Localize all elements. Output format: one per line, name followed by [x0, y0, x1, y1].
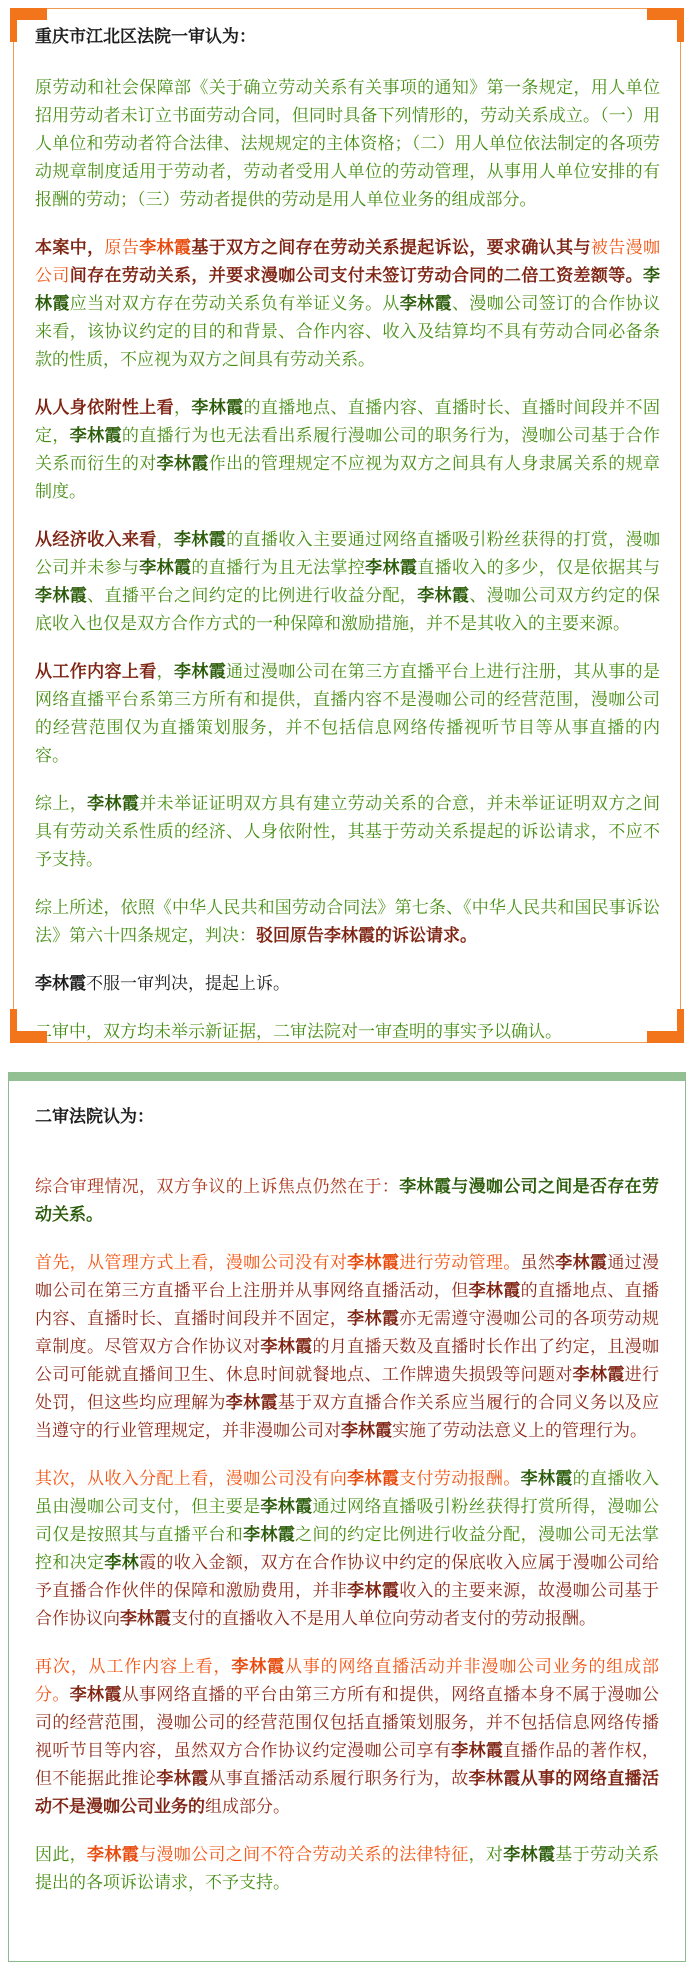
- paragraph: [35, 1653, 659, 1821]
- text-run: 之间的约定比例进行收益分配，漫咖公司无法掌控和决定: [35, 1525, 660, 1572]
- text-run: 李林霞: [139, 238, 192, 257]
- text-run: 因此，: [35, 1845, 88, 1864]
- text-run: 李林霞: [139, 558, 192, 577]
- text-run: 李林霞: [69, 1685, 122, 1704]
- text-run: 李林霞: [260, 1337, 313, 1356]
- text-run: 收入的主要来源，故漫咖公司基于合作协议向: [35, 1581, 660, 1628]
- text-run: 李林霞: [451, 1741, 504, 1760]
- text-run: 李林霞: [468, 1281, 521, 1300]
- text-run: 驳回原告李林霞的诉讼请求。: [256, 926, 477, 945]
- corner-mark-top-right-icon: [647, 8, 684, 42]
- text-run: 通过漫咖公司在第三方直播平台上进行注册，其从事的是网络直播平台系第三方所有和提供，直播内容不是漫咖公司的经营范围，漫咖公司的经营范围仅为直播策划服务，并不包括信息网络传播视听节目等从事直播的内容。: [35, 662, 661, 765]
- paragraph: [35, 1841, 659, 1897]
- paragraph: [35, 1018, 660, 1046]
- text-run: 支付的直播收入不是用人单位向劳动者支付的劳动报酬。: [171, 1609, 596, 1628]
- text-run: 的月直播天数及直播时长作出了约定，且漫咖公司可能就直播间卫生、休息时间就餐地点、工作牌遗失损毁等问题对: [35, 1337, 660, 1384]
- text-run: 综上，: [35, 794, 88, 813]
- text-run: 二审中，双方均未举示新证据，二审法院对一审查明的事实予以确认。: [35, 1022, 562, 1041]
- corner-mark-top-left-icon: [10, 8, 47, 42]
- text-run: 其次，从收入分配上看，漫咖公司没有向: [35, 1469, 348, 1488]
- text-run: 李林霞: [173, 530, 227, 549]
- text-run: 从人身依附性上看: [35, 398, 174, 417]
- text-run: 通过漫咖公司在第三方直播平台上注册并从事网络直播活动，但: [35, 1253, 660, 1300]
- text-run: 李林霞: [503, 1845, 556, 1864]
- corner-mark-bottom-right-icon: [647, 1009, 684, 1043]
- text-run: 应当对双方存在劳动关系负有举证义务。从: [69, 294, 400, 313]
- text-run: 李林霞: [120, 1609, 171, 1628]
- text-run: 李林霞与漫咖公司之间是否存在劳动关系。: [35, 1177, 660, 1224]
- text-run: 的直播收入主要通过网络直播吸引粉丝获得的打赏，漫咖公司并未参与: [35, 530, 661, 577]
- text-run: ，: [156, 662, 174, 681]
- text-run: 的直播行为且无法掌控: [191, 558, 366, 577]
- text-run: 的直播地点、直播内容、直播时长、直播时间段并不固定，: [35, 1281, 660, 1328]
- text-run: ，: [173, 398, 192, 417]
- text-run: 李林霞: [35, 586, 88, 605]
- second-instance-title: 二审法院认为：: [35, 1107, 154, 1126]
- text-run: 基于劳动关系提出的各项诉讼请求，不予支持。: [35, 1845, 660, 1892]
- first-instance-opinion-box: [13, 8, 681, 1043]
- text-run: 李林霞: [341, 1421, 392, 1440]
- text-run: 李林: [104, 1553, 140, 1572]
- text-run: 从事网络直播的平台由第三方所有和提供，网络直播本身不属于漫咖公司的经营范围，漫咖公司的经营范围仅包括直播策划服务，并不包括信息网络传播视听节目等内容，虽然双方合作协议约定漫咖公司享有: [35, 1685, 660, 1760]
- text-run: 通过网络直播吸引粉丝获得打赏所得，漫咖公司仅是按照其与直播平台和: [35, 1497, 660, 1544]
- text-run: 从事的网络直播活动并非漫咖公司业务的组成部分。: [35, 1657, 660, 1704]
- text-run: 再次，从工作内容上看，: [35, 1657, 232, 1676]
- first-instance-body: [35, 74, 660, 1046]
- text-run: 李林霞: [347, 1581, 400, 1600]
- text-run: 虽然: [520, 1253, 556, 1272]
- paragraph: [35, 74, 660, 214]
- text-run: 从经济收入来看: [35, 530, 157, 549]
- text-run: 支付劳动报酬。: [399, 1469, 521, 1488]
- paragraph: [35, 1249, 659, 1445]
- text-run: 李林霞: [417, 586, 470, 605]
- text-run: 李林霞: [69, 426, 122, 445]
- paragraph: [35, 526, 660, 638]
- text-run: 基于双方直播合作关系应当履行的合同义务以及应当遵守的行业管理规定，并非漫咖公司对: [35, 1393, 660, 1440]
- paragraph: [35, 970, 660, 998]
- text-run: 的直播收入虽由漫咖公司支付，但主要是: [35, 1469, 660, 1516]
- text-run: 被告漫咖公司: [35, 238, 661, 285]
- paragraph: [35, 234, 660, 374]
- text-run: 李林霞: [191, 398, 244, 417]
- text-run: 、漫咖公司签订的合作协议来看，该协议约定的目的和背景、合作内容、收入及结算均不具有劳动合同必备条款的性质，不应视为双方之间具有劳动关系。: [35, 294, 661, 369]
- text-run: 、漫咖公司双方约定的保底收入也仅是双方合作方式的一种保障和激励措施，并不是其收入的主要来源。: [35, 586, 661, 633]
- text-run: 实施了劳动法意义上的管理行为。: [392, 1421, 647, 1440]
- text-run: 李林霞: [225, 1393, 278, 1412]
- text-run: 李林霞: [365, 558, 418, 577]
- text-run: 李林霞: [243, 1525, 296, 1544]
- text-run: ，对: [468, 1845, 504, 1864]
- text-run: 进行处罚，但这些均应理解为: [35, 1365, 660, 1412]
- text-run: 李林霞从事的网络直播活动不是漫咖公司业务的: [35, 1769, 660, 1816]
- second-instance-opinion-box: [8, 1072, 686, 1962]
- second-instance-body: [35, 1173, 659, 1897]
- text-run: 基于双方之间存在劳动关系提起诉讼，要求确认其与: [191, 238, 591, 257]
- text-run: 进行劳动管理。: [399, 1253, 521, 1272]
- text-run: 李林霞: [35, 974, 86, 993]
- paragraph: [35, 394, 660, 506]
- text-run: 李林霞: [347, 1469, 400, 1488]
- text-run: 原劳动和社会保障部《关于确立劳动关系有关事项的通知》第一条规定，用人单位招用劳动者未订立书面劳动合同，但同时具备下列情形的，劳动关系成立。（一）用人单位和劳动者符合法律、法规规定的主体资格；（二）用人单位依法制定的各项劳动规章制度适用于劳动者，劳动者受用人单位的劳动管理，从事用人单位安排的有报酬的劳动；（三）劳动者提供的劳动是用人单位业务的组成部分。: [35, 78, 660, 209]
- paragraph: [35, 894, 660, 950]
- text-run: 李林霞: [347, 1253, 400, 1272]
- first-instance-title: 重庆市江北区法院一审认为：: [35, 27, 256, 46]
- text-run: 本案中，: [35, 238, 105, 257]
- text-run: ，: [156, 530, 174, 549]
- text-run: 直播作品的著作权，但不能据此推论: [35, 1741, 660, 1788]
- text-run: 李林霞: [87, 1845, 140, 1864]
- paragraph: [35, 658, 660, 770]
- text-run: 李林霞: [260, 1497, 313, 1516]
- text-run: 李林霞: [35, 266, 661, 313]
- text-run: 李林霞: [156, 1769, 209, 1788]
- paragraph: [35, 790, 660, 874]
- text-run: 组成部分。: [205, 1797, 290, 1816]
- text-run: 直播收入的多少，仅是依据其与: [417, 558, 661, 577]
- text-run: 与漫咖公司之间不符合劳动关系的法律特征: [139, 1845, 469, 1864]
- text-run: 李林霞: [520, 1469, 573, 1488]
- text-run: 从工作内容上看: [35, 662, 157, 681]
- text-run: 李林霞: [555, 1253, 608, 1272]
- corner-mark-bottom-left-icon: [10, 1009, 47, 1043]
- text-run: 不服一审判决，提起上诉。: [86, 974, 290, 993]
- text-run: 霞的收入金额，双方在合作协议中约定的保底收入应属于漫咖公司给予直播合作伙伴的保障和激励费用，并非: [35, 1553, 660, 1600]
- text-run: 、直播平台之间约定的比例进行收益分配，: [87, 586, 418, 605]
- text-run: 间存在劳动关系，并要求漫咖公司支付未签订劳动合同的二倍工资差额等。: [69, 266, 644, 285]
- text-run: 李林霞: [173, 662, 227, 681]
- text-run: 首先，从管理方式上看，漫咖公司没有对: [35, 1253, 348, 1272]
- text-run: 李林霞: [347, 1309, 400, 1328]
- text-run: 的直播行为也无法看出系履行漫咖公司的职务行为，漫咖公司基于合作关系而衍生的对: [35, 426, 661, 473]
- text-run: 亦无需遵守漫咖公司的各项劳动规章制度。尽管双方合作协议对: [35, 1309, 660, 1356]
- text-run: 李林霞: [231, 1657, 285, 1676]
- text-run: 并未举证证明双方具有建立劳动关系的合意，并未举证证明双方之间具有劳动关系性质的经济、人身依附性，其基于劳动关系提起的诉讼请求，不应不予支持。: [35, 794, 661, 869]
- paragraph: [35, 1173, 659, 1229]
- paragraph: [35, 1465, 659, 1633]
- text-run: 原告: [104, 238, 140, 257]
- text-run: 李林霞: [87, 794, 140, 813]
- text-run: 从事直播活动系履行职务行为，故: [208, 1769, 469, 1788]
- text-run: 的直播地点、直播内容、直播时长、直播时间段并不固定，: [35, 398, 661, 445]
- text-run: 李林霞: [572, 1365, 625, 1384]
- text-run: 李林霞: [399, 294, 452, 313]
- text-run: 作出的管理规定不应视为双方之间具有人身隶属关系的规章制度。: [35, 454, 661, 501]
- text-run: 综合审理情况，双方争议的上诉焦点仍然在于：: [35, 1177, 400, 1196]
- text-run: 综上所述，依照《中华人民共和国劳动合同法》第七条、《中华人民共和国民事诉讼法》第六十四条规定，判决：: [35, 898, 660, 945]
- text-run: 李林霞: [156, 454, 209, 473]
